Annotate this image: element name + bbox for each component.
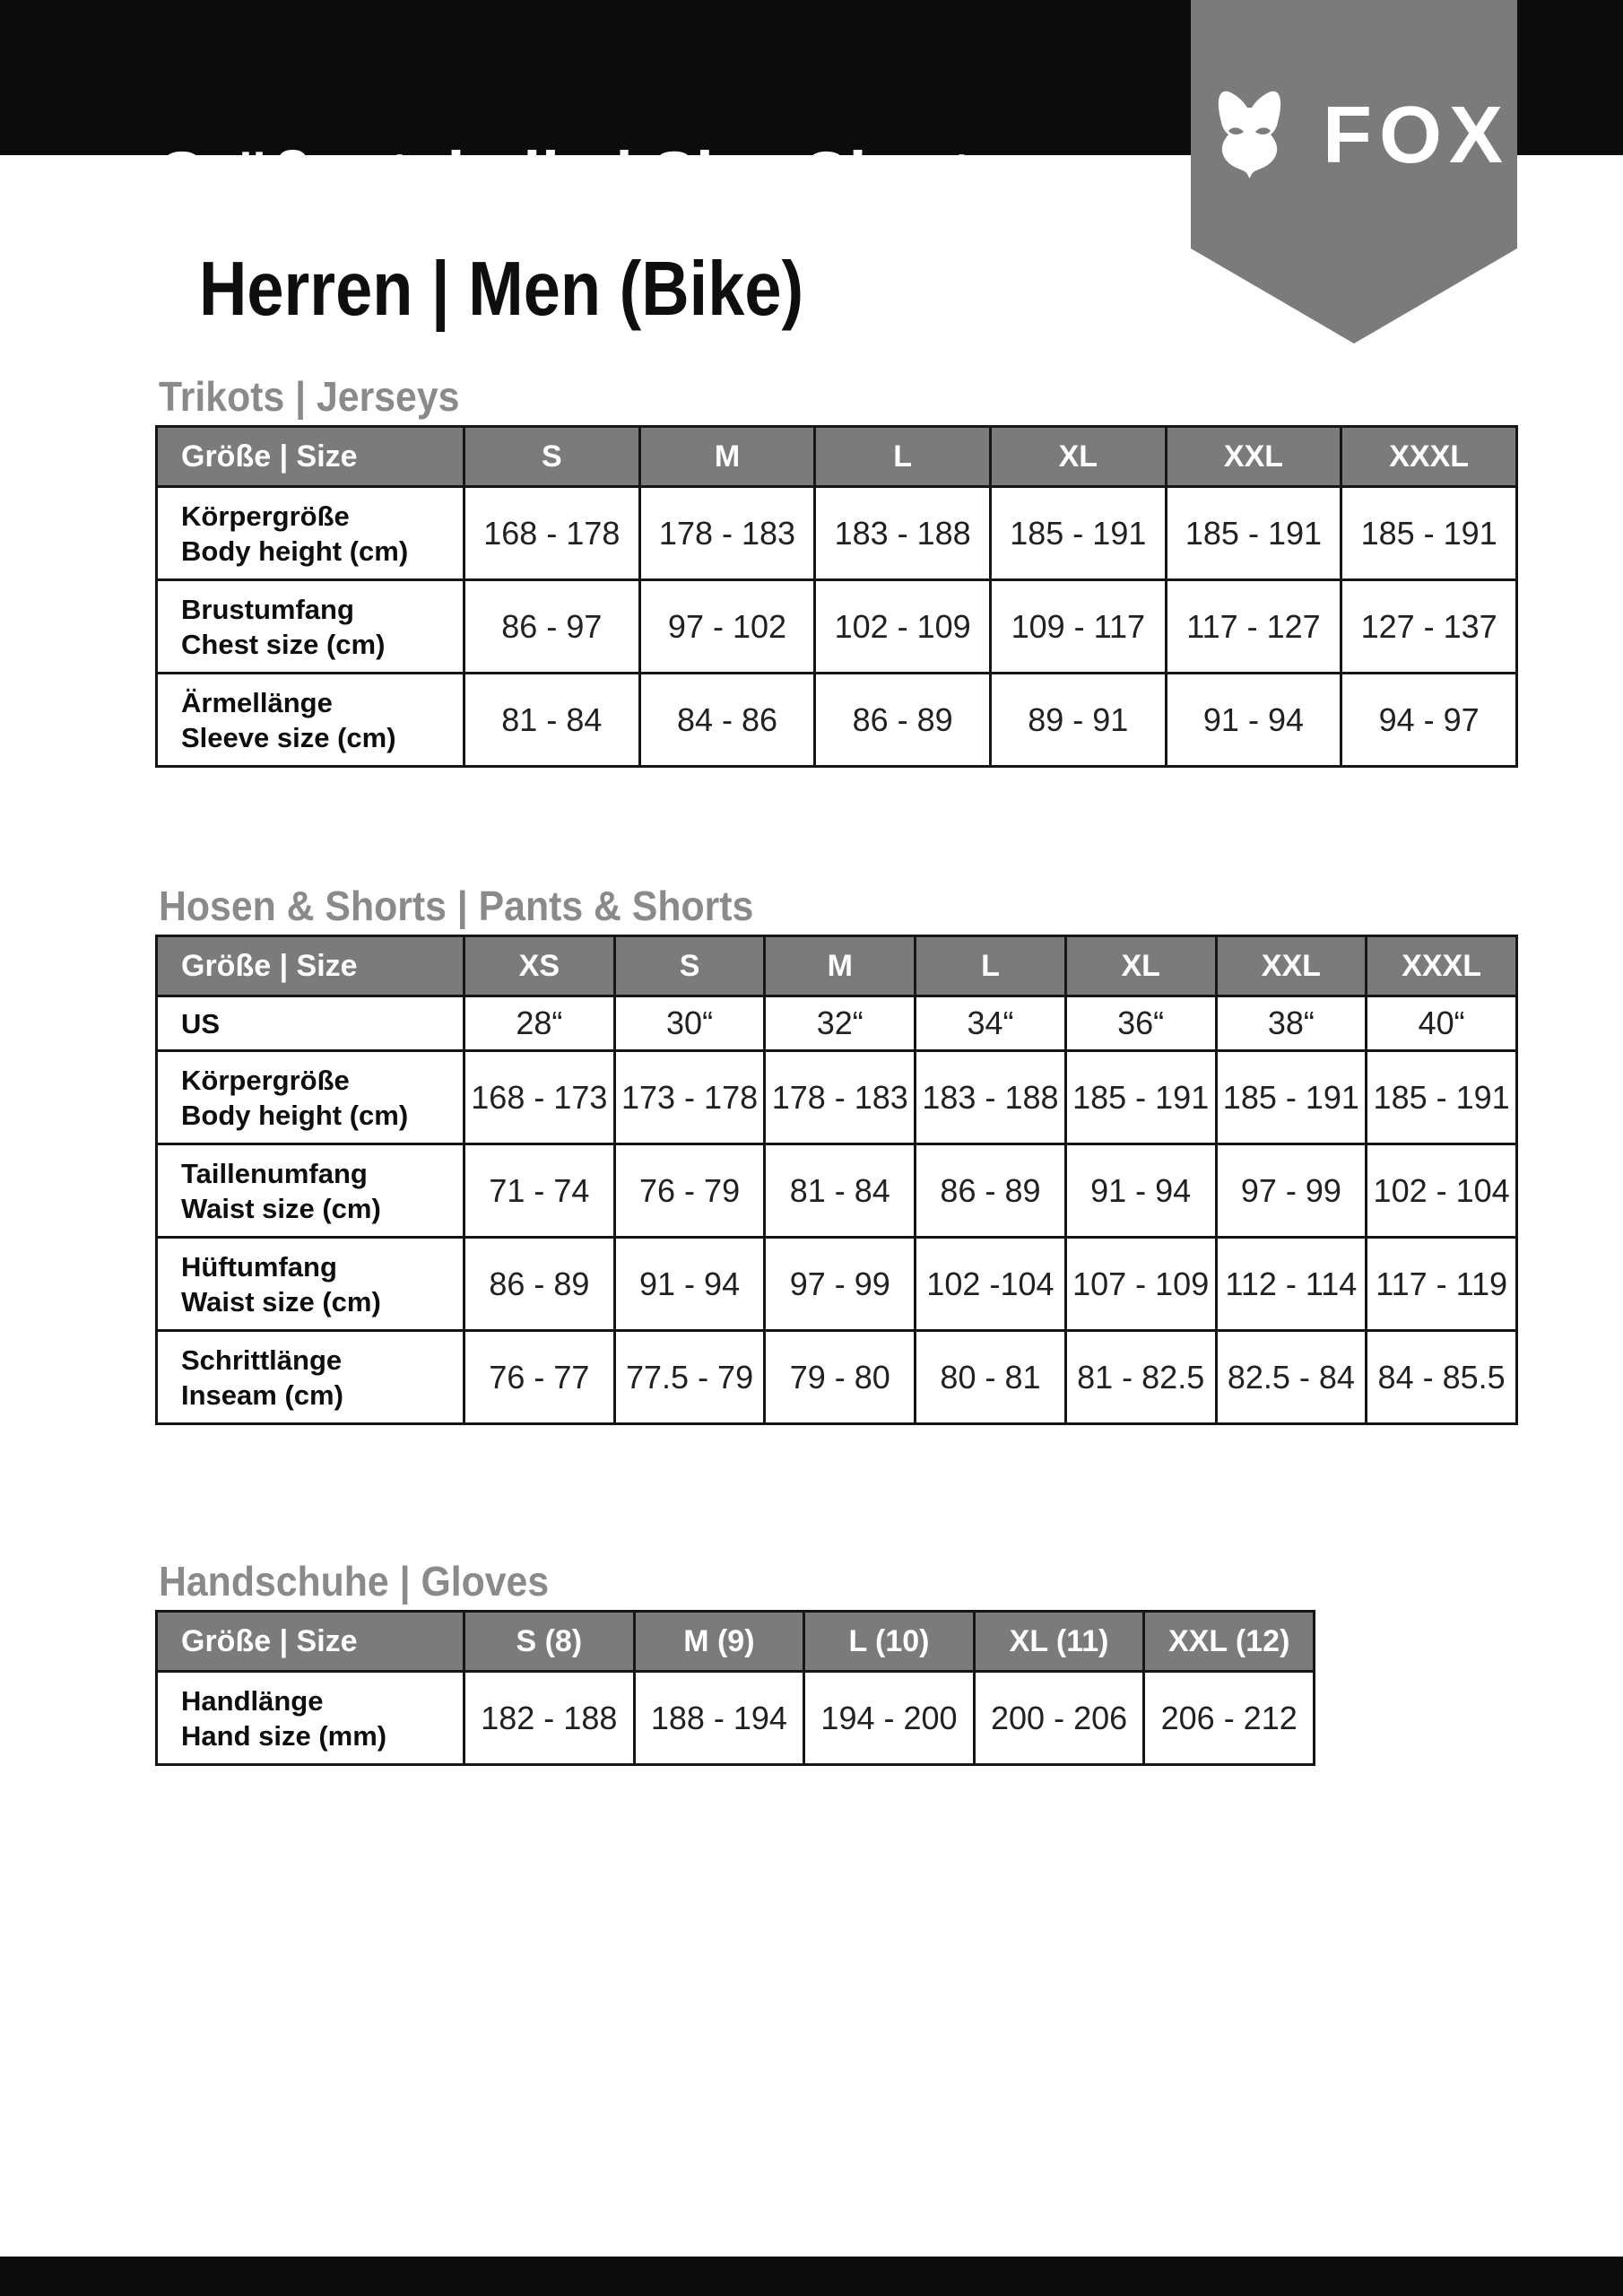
size-column-header: L bbox=[815, 427, 991, 487]
size-value-cell: 185 - 191 bbox=[1166, 487, 1341, 580]
table-row bbox=[157, 1051, 1517, 1144]
size-column-header: XL bbox=[1065, 936, 1216, 996]
table-row bbox=[157, 1238, 1517, 1331]
gloves-section bbox=[155, 1558, 1315, 1766]
size-column-header: M (9) bbox=[634, 1612, 804, 1672]
size-value-cell: 97 - 102 bbox=[639, 580, 815, 674]
table-row bbox=[157, 1672, 1315, 1765]
size-value-cell: 89 - 91 bbox=[990, 674, 1166, 767]
size-column-header: S (8) bbox=[464, 1612, 635, 1672]
row-label: Schrittlänge Inseam (cm) bbox=[157, 1331, 464, 1424]
pants-section bbox=[155, 883, 1518, 1425]
gloves-table bbox=[155, 1610, 1315, 1766]
size-value-cell: 194 - 200 bbox=[804, 1672, 975, 1765]
size-value-cell: 107 - 109 bbox=[1065, 1238, 1216, 1331]
size-value-cell: 81 - 82.5 bbox=[1065, 1331, 1216, 1424]
table-row bbox=[157, 487, 1517, 580]
jerseys-table bbox=[155, 425, 1518, 768]
size-value-cell: 76 - 79 bbox=[614, 1144, 765, 1238]
size-value-cell: 81 - 84 bbox=[765, 1144, 916, 1238]
size-value-cell: 91 - 94 bbox=[1166, 674, 1341, 767]
size-value-cell: 185 - 191 bbox=[1341, 487, 1517, 580]
page-title: Größentabelle | Size Chart bbox=[157, 139, 973, 211]
size-value-cell: 77.5 - 79 bbox=[614, 1331, 765, 1424]
size-value-cell: 102 -104 bbox=[916, 1238, 1066, 1331]
pants-table bbox=[155, 935, 1518, 1425]
size-column-header: XXL bbox=[1166, 427, 1341, 487]
size-value-cell: 79 - 80 bbox=[765, 1331, 916, 1424]
row-label: Brustumfang Chest size (cm) bbox=[157, 580, 464, 674]
size-column-header: S bbox=[464, 427, 640, 487]
row-label: Körpergröße Body height (cm) bbox=[157, 1051, 464, 1144]
size-value-cell: 168 - 178 bbox=[464, 487, 640, 580]
size-value-cell: 168 - 173 bbox=[464, 1051, 615, 1144]
table-row bbox=[157, 580, 1517, 674]
size-value-cell: 185 - 191 bbox=[1065, 1051, 1216, 1144]
size-value-cell: 28“ bbox=[464, 996, 615, 1051]
size-value-cell: 71 - 74 bbox=[464, 1144, 615, 1238]
section-title-jerseys: Trikots | Jerseys bbox=[159, 373, 460, 420]
size-column-header: XXL bbox=[1216, 936, 1367, 996]
size-value-cell: 178 - 183 bbox=[639, 487, 815, 580]
fox-banner bbox=[1191, 0, 1517, 359]
table-row bbox=[157, 1331, 1517, 1424]
size-value-cell: 76 - 77 bbox=[464, 1331, 615, 1424]
size-value-cell: 182 - 188 bbox=[464, 1672, 635, 1765]
size-value-cell: 30“ bbox=[614, 996, 765, 1051]
size-value-cell: 84 - 86 bbox=[639, 674, 815, 767]
size-column-header: L (10) bbox=[804, 1612, 975, 1672]
size-column-header: XL bbox=[990, 427, 1166, 487]
size-value-cell: 91 - 94 bbox=[1065, 1144, 1216, 1238]
size-header-label: Größe | Size bbox=[157, 427, 464, 487]
size-column-header: M bbox=[765, 936, 916, 996]
size-value-cell: 91 - 94 bbox=[614, 1238, 765, 1331]
size-column-header: XXXL bbox=[1367, 936, 1517, 996]
size-value-cell: 32“ bbox=[765, 996, 916, 1051]
size-column-header: XL (11) bbox=[974, 1612, 1144, 1672]
row-label: Handlänge Hand size (mm) bbox=[157, 1672, 464, 1765]
size-header-label: Größe | Size bbox=[157, 936, 464, 996]
size-column-header: M bbox=[639, 427, 815, 487]
size-value-cell: 94 - 97 bbox=[1341, 674, 1517, 767]
size-value-cell: 34“ bbox=[916, 996, 1066, 1051]
size-column-header: XS bbox=[464, 936, 615, 996]
table-row bbox=[157, 996, 1517, 1051]
size-value-cell: 117 - 127 bbox=[1166, 580, 1341, 674]
size-value-cell: 40“ bbox=[1367, 996, 1517, 1051]
size-value-cell: 173 - 178 bbox=[614, 1051, 765, 1144]
size-value-cell: 97 - 99 bbox=[1216, 1144, 1367, 1238]
size-value-cell: 81 - 84 bbox=[464, 674, 640, 767]
row-label: Taillenumfang Waist size (cm) bbox=[157, 1144, 464, 1238]
size-value-cell: 36“ bbox=[1065, 996, 1216, 1051]
page-subtitle: Herren | Men (Bike) bbox=[199, 246, 804, 332]
size-value-cell: 183 - 188 bbox=[916, 1051, 1066, 1144]
size-value-cell: 178 - 183 bbox=[765, 1051, 916, 1144]
size-value-cell: 86 - 97 bbox=[464, 580, 640, 674]
size-value-cell: 206 - 212 bbox=[1144, 1672, 1315, 1765]
size-value-cell: 86 - 89 bbox=[916, 1144, 1066, 1238]
section-title-gloves: Handschuhe | Gloves bbox=[159, 1558, 550, 1605]
size-column-header: L bbox=[916, 936, 1066, 996]
table-row bbox=[157, 1144, 1517, 1238]
size-value-cell: 84 - 85.5 bbox=[1367, 1331, 1517, 1424]
size-column-header: XXXL bbox=[1341, 427, 1517, 487]
size-value-cell: 200 - 206 bbox=[974, 1672, 1144, 1765]
size-value-cell: 38“ bbox=[1216, 996, 1367, 1051]
row-label: Körpergröße Body height (cm) bbox=[157, 487, 464, 580]
size-column-header: XXL (12) bbox=[1144, 1612, 1315, 1672]
bottom-black-bar bbox=[0, 2257, 1623, 2296]
size-value-cell: 102 - 109 bbox=[815, 580, 991, 674]
size-value-cell: 127 - 137 bbox=[1341, 580, 1517, 674]
size-column-header: S bbox=[614, 936, 765, 996]
size-value-cell: 185 - 191 bbox=[990, 487, 1166, 580]
size-value-cell: 109 - 117 bbox=[990, 580, 1166, 674]
size-value-cell: 185 - 191 bbox=[1367, 1051, 1517, 1144]
row-label: Hüftumfang Waist size (cm) bbox=[157, 1238, 464, 1331]
row-label: Ärmellänge Sleeve size (cm) bbox=[157, 674, 464, 767]
section-title-pants: Hosen & Shorts | Pants & Shorts bbox=[159, 883, 754, 929]
jerseys-section bbox=[155, 373, 1518, 768]
row-label: US bbox=[157, 996, 464, 1051]
size-header-label: Größe | Size bbox=[157, 1612, 464, 1672]
size-value-cell: 97 - 99 bbox=[765, 1238, 916, 1331]
size-value-cell: 183 - 188 bbox=[815, 487, 991, 580]
fox-wordmark: FOX bbox=[1323, 91, 1511, 180]
size-value-cell: 82.5 - 84 bbox=[1216, 1331, 1367, 1424]
size-value-cell: 102 - 104 bbox=[1367, 1144, 1517, 1238]
size-value-cell: 80 - 81 bbox=[916, 1331, 1066, 1424]
size-value-cell: 117 - 119 bbox=[1367, 1238, 1517, 1331]
size-value-cell: 86 - 89 bbox=[815, 674, 991, 767]
size-value-cell: 112 - 114 bbox=[1216, 1238, 1367, 1331]
size-value-cell: 86 - 89 bbox=[464, 1238, 615, 1331]
size-value-cell: 185 - 191 bbox=[1216, 1051, 1367, 1144]
size-value-cell: 188 - 194 bbox=[634, 1672, 804, 1765]
table-row bbox=[157, 674, 1517, 767]
